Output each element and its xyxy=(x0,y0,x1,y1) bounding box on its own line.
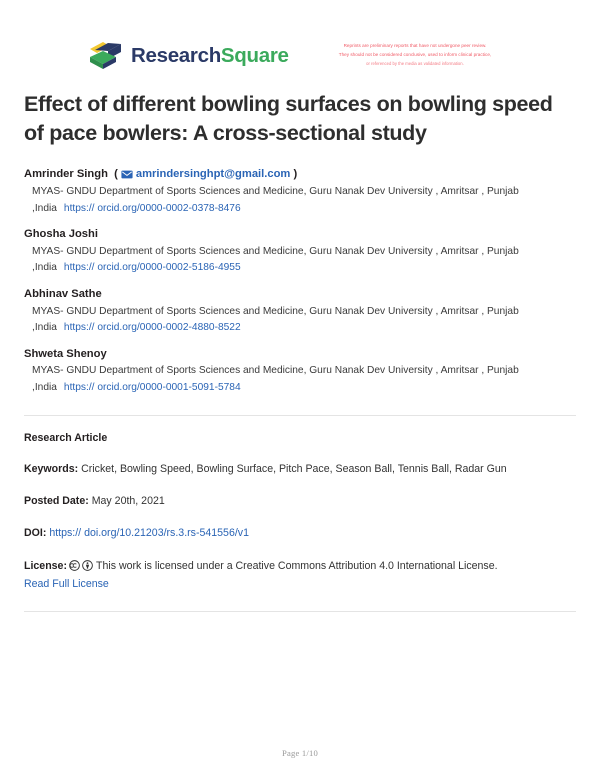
cc-circle-icon xyxy=(69,560,80,571)
affiliation-text: MYAS- GNDU Department of Sports Sciences and Medicine, Guru Nanak Dev University , Amritsar , Punjab ,India xyxy=(32,185,519,214)
author-entry xyxy=(24,286,576,337)
license-row xyxy=(24,558,576,593)
reprint-line-1: Reprints are preliminary reports that have not undergone peer review. xyxy=(343,43,487,48)
doi-label: DOI: xyxy=(24,527,47,540)
affiliation-text: MYAS- GNDU Department of Sports Sciences and Medicine, Guru Nanak Dev University , Amritsar , Punjab ,India xyxy=(32,365,519,393)
author-name-row xyxy=(24,346,576,363)
research-square-logo-icon xyxy=(88,40,122,72)
divider-bottom xyxy=(24,611,576,612)
author-affiliation xyxy=(24,304,556,337)
doi-row xyxy=(24,525,576,541)
posted-date-value: May 20th, 2021 xyxy=(91,494,165,507)
license-label: License: xyxy=(24,559,67,572)
cc-by-person-icon xyxy=(82,560,93,571)
affiliation-text: MYAS- GNDU Department of Sports Sciences and Medicine, Guru Nanak Dev University , Amritsar , Punjab ,India xyxy=(32,305,519,334)
keywords-label: Keywords: xyxy=(24,462,79,475)
author-entry xyxy=(24,226,576,277)
logo-word-research: Research xyxy=(131,44,221,67)
orcid-link[interactable]: https:// orcid.org/0000-0001-5091-5784 xyxy=(63,381,241,393)
author-affiliation xyxy=(24,244,556,277)
author-entry xyxy=(24,346,576,397)
affiliation-text: MYAS- GNDU Department of Sports Sciences and Medicine, Guru Nanak Dev University , Amritsar , Punjab ,India xyxy=(32,245,519,274)
doi-link[interactable]: https:// doi.org/10.21203/rs.3.rs-541556/v1 xyxy=(49,527,249,540)
posted-date-label: Posted Date: xyxy=(24,494,89,507)
paren-open: ( xyxy=(114,168,118,181)
license-text: This work is licensed under a Creative Commons Attribution 4.0 International License. xyxy=(95,559,498,572)
author-name-row xyxy=(24,166,576,183)
reprint-disclaimer xyxy=(292,42,538,68)
page-number: Page 1/10 xyxy=(282,748,318,758)
posted-date-row xyxy=(24,493,576,509)
keywords-value: Cricket, Bowling Speed, Bowling Surface, Pitch Pace, Season Ball, Tennis Ball, Radar Gun xyxy=(81,462,507,475)
envelope-icon xyxy=(121,170,133,179)
author-email-link[interactable]: amrindersinghpt@gmail.com xyxy=(135,168,291,181)
reprint-line-3: or referenced by the media as validated information. xyxy=(366,60,464,66)
research-square-logo[interactable] xyxy=(88,40,289,72)
page-title: Effect of different bowling surfaces on bowling speed of pace bowlers: A cross-sectional study xyxy=(24,92,553,145)
author-name: Shweta Shenoy xyxy=(24,347,107,360)
page-header xyxy=(24,0,576,67)
author-list xyxy=(24,166,576,396)
paren-close: ) xyxy=(293,168,298,181)
author-name-row xyxy=(24,226,576,243)
page-footer xyxy=(0,748,600,758)
author-affiliation xyxy=(24,363,556,396)
orcid-link[interactable]: https:// orcid.org/0000-0002-0378-8476 xyxy=(63,202,241,214)
reprint-line-2: They should not be considered conclusive, used to inform clinical practice, xyxy=(338,51,492,57)
author-name: Ghosha Joshi xyxy=(24,228,98,241)
orcid-link[interactable]: https:// orcid.org/0000-0002-4880-8522 xyxy=(63,322,241,334)
author-name: Amrinder Singh xyxy=(24,168,108,181)
article-type: Research Article xyxy=(24,431,108,444)
article-metadata xyxy=(24,416,576,593)
keywords-row xyxy=(24,461,576,477)
author-entry xyxy=(24,166,576,217)
logo-word-square: Square xyxy=(220,44,289,67)
research-square-wordmark xyxy=(131,44,289,68)
orcid-link[interactable]: https:// orcid.org/0000-0002-5186-4955 xyxy=(63,262,241,274)
read-full-license-link[interactable]: Read Full License xyxy=(24,578,109,591)
author-affiliation xyxy=(24,184,556,217)
author-name-row xyxy=(24,286,576,303)
author-name: Abhinav Sathe xyxy=(24,287,102,300)
author-email-group xyxy=(108,166,297,183)
creative-commons-icons xyxy=(69,560,93,571)
